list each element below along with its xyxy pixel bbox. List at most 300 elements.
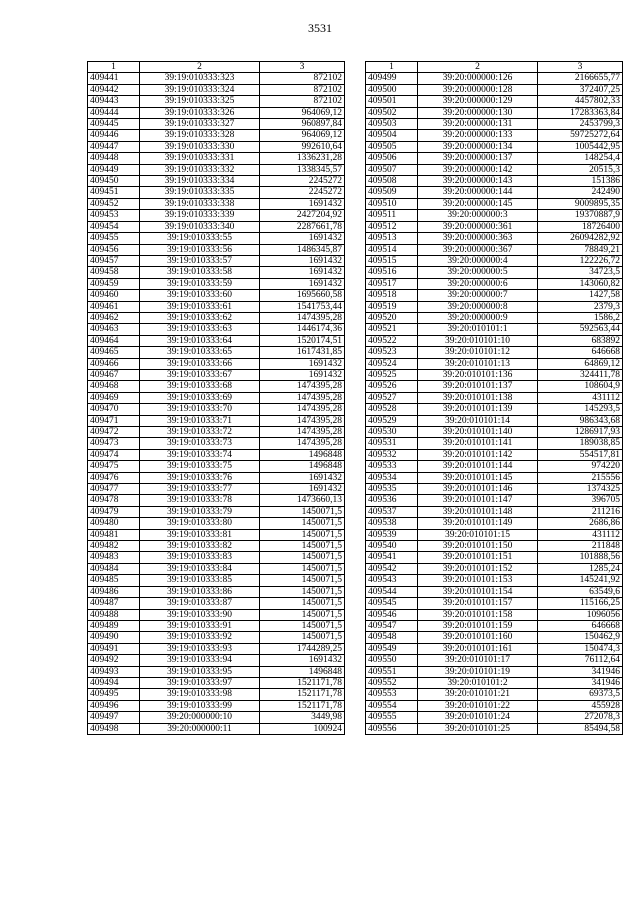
row-number-cell: 409555 [366,712,418,723]
value-cell: 1496848 [260,666,345,677]
cadastral-number-cell: 39:20:010101:161 [418,643,538,654]
row-number-cell: 409544 [366,586,418,597]
table-row [88,301,345,312]
cadastral-number-cell: 39:19:010333:66 [140,358,260,369]
cadastral-number-cell: 39:20:010101:138 [418,392,538,403]
row-number-cell: 409535 [366,484,418,495]
table-row [366,632,623,643]
cadastral-number-cell: 39:19:010333:90 [140,609,260,620]
row-number-cell: 409541 [366,552,418,563]
value-cell: 2686,86 [538,518,623,529]
value-cell: 3449,98 [260,712,345,723]
table-row [88,404,345,415]
left-data-table [87,61,345,735]
table-row [366,176,623,187]
cadastral-number-cell: 39:20:000000:10 [140,712,260,723]
value-cell: 122226,72 [538,255,623,266]
row-number-cell: 409490 [88,632,140,643]
value-cell: 1691432 [260,267,345,278]
value-cell: 1450071,5 [260,552,345,563]
cadastral-number-cell: 39:20:010101:136 [418,369,538,380]
value-cell: 1474395,28 [260,312,345,323]
row-number-cell: 409474 [88,449,140,460]
value-cell: 872102 [260,96,345,107]
cadastral-number-cell: 39:19:010333:86 [140,586,260,597]
cadastral-number-cell: 39:20:010101:150 [418,541,538,552]
cadastral-number-cell: 39:19:010333:58 [140,267,260,278]
table-row [366,221,623,232]
value-cell: 1474395,28 [260,404,345,415]
cadastral-number-cell: 39:19:010333:325 [140,96,260,107]
value-cell: 151386 [538,176,623,187]
value-cell: 211216 [538,506,623,517]
row-number-cell: 409534 [366,472,418,483]
cadastral-number-cell: 39:19:010333:340 [140,221,260,232]
row-number-cell: 409446 [88,130,140,141]
table-row [88,244,345,255]
cadastral-number-cell: 39:20:010101:158 [418,609,538,620]
cadastral-number-cell: 39:19:010333:330 [140,141,260,152]
value-cell: 59725272,64 [538,130,623,141]
value-cell: 1450071,5 [260,586,345,597]
row-number-cell: 409497 [88,712,140,723]
value-cell: 396705 [538,495,623,506]
value-cell: 242490 [538,187,623,198]
row-number-cell: 409451 [88,187,140,198]
value-cell: 1450071,5 [260,518,345,529]
row-number-cell: 409531 [366,438,418,449]
row-number-cell: 409477 [88,484,140,495]
row-number-cell: 409543 [366,575,418,586]
table-row [366,575,623,586]
row-number-cell: 409494 [88,677,140,688]
cadastral-number-cell: 39:19:010333:75 [140,461,260,472]
row-number-cell: 409522 [366,335,418,346]
row-number-cell: 409540 [366,541,418,552]
value-cell: 4457802,33 [538,96,623,107]
table-row [88,369,345,380]
row-number-cell: 409518 [366,290,418,301]
row-number-cell: 409495 [88,689,140,700]
cadastral-number-cell: 39:20:010101:17 [418,655,538,666]
cadastral-number-cell: 39:19:010333:83 [140,552,260,563]
cadastral-number-cell: 39:19:010333:56 [140,244,260,255]
row-number-cell: 409465 [88,347,140,358]
cadastral-number-cell: 39:19:010333:80 [140,518,260,529]
value-cell: 2427204,92 [260,210,345,221]
column-header: 1 [366,62,418,73]
table-row [88,620,345,631]
value-cell: 76112,64 [538,655,623,666]
value-cell: 455928 [538,700,623,711]
value-cell: 108604,9 [538,381,623,392]
cadastral-number-cell: 39:20:000000:4 [418,255,538,266]
row-number-cell: 409514 [366,244,418,255]
cadastral-number-cell: 39:19:010333:328 [140,130,260,141]
row-number-cell: 409489 [88,620,140,631]
table-row [88,255,345,266]
row-number-cell: 409556 [366,723,418,734]
cadastral-number-cell: 39:19:010333:68 [140,381,260,392]
cadastral-number-cell: 39:19:010333:93 [140,643,260,654]
cadastral-number-cell: 39:20:000000:8 [418,301,538,312]
row-number-cell: 409524 [366,358,418,369]
row-number-cell: 409516 [366,267,418,278]
value-cell: 1374325 [538,484,623,495]
table-row [366,472,623,483]
table-row [88,461,345,472]
cadastral-number-cell: 39:19:010333:65 [140,347,260,358]
cadastral-number-cell: 39:20:000000:142 [418,164,538,175]
table-row [88,381,345,392]
value-cell: 1474395,28 [260,392,345,403]
row-number-cell: 409463 [88,324,140,335]
table-row [88,119,345,130]
value-cell: 69373,5 [538,689,623,700]
row-number-cell: 409533 [366,461,418,472]
row-number-cell: 409528 [366,404,418,415]
table-row [88,210,345,221]
value-cell: 1005442,95 [538,141,623,152]
value-cell: 64869,12 [538,358,623,369]
cadastral-number-cell: 39:19:010333:99 [140,700,260,711]
value-cell: 964069,12 [260,130,345,141]
table-row [88,164,345,175]
cadastral-number-cell: 39:20:010101:140 [418,427,538,438]
table-row [366,96,623,107]
value-cell: 1474395,28 [260,427,345,438]
value-cell: 1450071,5 [260,575,345,586]
table-row [366,84,623,95]
cadastral-number-cell: 39:19:010333:98 [140,689,260,700]
table-row [366,198,623,209]
value-cell: 992610,64 [260,141,345,152]
cadastral-number-cell: 39:19:010333:62 [140,312,260,323]
cadastral-number-cell: 39:19:010333:332 [140,164,260,175]
value-cell: 150462,9 [538,632,623,643]
value-cell: 19370887,9 [538,210,623,221]
row-number-cell: 409506 [366,153,418,164]
cadastral-number-cell: 39:19:010333:55 [140,233,260,244]
row-number-cell: 409466 [88,358,140,369]
value-cell: 1520174,51 [260,335,345,346]
row-number-cell: 409527 [366,392,418,403]
cadastral-number-cell: 39:20:000000:361 [418,221,538,232]
table-row [366,518,623,529]
row-number-cell: 409487 [88,598,140,609]
value-cell: 2166655,77 [538,73,623,84]
row-number-cell: 409484 [88,563,140,574]
cadastral-number-cell: 39:20:010101:2 [418,677,538,688]
row-number-cell: 409498 [88,723,140,734]
table-row [366,666,623,677]
table-row [366,461,623,472]
row-number-cell: 409532 [366,449,418,460]
value-cell: 1691432 [260,278,345,289]
row-number-cell: 409507 [366,164,418,175]
table-row [88,484,345,495]
row-number-cell: 409483 [88,552,140,563]
value-cell: 646668 [538,347,623,358]
row-number-cell: 409519 [366,301,418,312]
cadastral-number-cell: 39:19:010333:78 [140,495,260,506]
cadastral-number-cell: 39:19:010333:323 [140,73,260,84]
row-number-cell: 409502 [366,107,418,118]
table-row [366,324,623,335]
cadastral-number-cell: 39:19:010333:77 [140,484,260,495]
table-row [366,255,623,266]
value-cell: 2379,3 [538,301,623,312]
table-row [88,563,345,574]
cadastral-number-cell: 39:20:000000:145 [418,198,538,209]
cadastral-number-cell: 39:20:000000:9 [418,312,538,323]
table-row [366,609,623,620]
table-row [366,290,623,301]
row-number-cell: 409500 [366,84,418,95]
row-number-cell: 409479 [88,506,140,517]
cadastral-number-cell: 39:20:010101:154 [418,586,538,597]
table-row [366,563,623,574]
cadastral-number-cell: 39:20:010101:19 [418,666,538,677]
row-number-cell: 409550 [366,655,418,666]
row-number-cell: 409505 [366,141,418,152]
value-cell: 2453799,3 [538,119,623,130]
cadastral-number-cell: 39:20:010101:152 [418,563,538,574]
table-row [366,381,623,392]
row-number-cell: 409496 [88,700,140,711]
value-cell: 2245272 [260,187,345,198]
cadastral-number-cell: 39:19:010333:331 [140,153,260,164]
value-cell: 1521171,78 [260,700,345,711]
table-row [88,312,345,323]
table-row [366,301,623,312]
value-cell: 1450071,5 [260,609,345,620]
row-number-cell: 409515 [366,255,418,266]
value-cell: 1474395,28 [260,381,345,392]
row-number-cell: 409513 [366,233,418,244]
row-number-cell: 409488 [88,609,140,620]
cadastral-number-cell: 39:19:010333:60 [140,290,260,301]
row-number-cell: 409458 [88,267,140,278]
table-row [88,541,345,552]
value-cell: 1336231,28 [260,153,345,164]
value-cell: 1691432 [260,484,345,495]
row-number-cell: 409511 [366,210,418,221]
cadastral-number-cell: 39:20:000000:137 [418,153,538,164]
table-row [366,187,623,198]
row-number-cell: 409453 [88,210,140,221]
value-cell: 1285,24 [538,563,623,574]
value-cell: 1691432 [260,472,345,483]
cadastral-number-cell: 39:19:010333:59 [140,278,260,289]
column-header: 2 [140,62,260,73]
value-cell: 145241,92 [538,575,623,586]
cadastral-number-cell: 39:20:000000:11 [140,723,260,734]
table-row [88,529,345,540]
cadastral-number-cell: 39:20:010101:151 [418,552,538,563]
cadastral-number-cell: 39:19:010333:71 [140,415,260,426]
table-row [88,689,345,700]
row-number-cell: 409486 [88,586,140,597]
cadastral-number-cell: 39:19:010333:61 [140,301,260,312]
table-row [88,427,345,438]
cadastral-number-cell: 39:20:000000:134 [418,141,538,152]
value-cell: 1474395,28 [260,415,345,426]
value-cell: 1496848 [260,461,345,472]
row-number-cell: 409503 [366,119,418,130]
table-row [88,107,345,118]
table-row [366,712,623,723]
table-row [88,712,345,723]
row-number-cell: 409469 [88,392,140,403]
value-cell: 150474,3 [538,643,623,654]
cadastral-number-cell: 39:19:010333:338 [140,198,260,209]
cadastral-number-cell: 39:19:010333:87 [140,598,260,609]
value-cell: 20515,3 [538,164,623,175]
row-number-cell: 409472 [88,427,140,438]
column-header: 3 [260,62,345,73]
value-cell: 272078,3 [538,712,623,723]
value-cell: 1446174,36 [260,324,345,335]
value-cell: 1450071,5 [260,620,345,631]
row-number-cell: 409547 [366,620,418,631]
row-number-cell: 409476 [88,472,140,483]
value-cell: 1691432 [260,655,345,666]
table-row [366,620,623,631]
page-number: 3531 [308,21,332,35]
cadastral-number-cell: 39:20:000000:363 [418,233,538,244]
cadastral-number-cell: 39:20:010101:149 [418,518,538,529]
row-number-cell: 409447 [88,141,140,152]
table-row [88,415,345,426]
value-cell: 100924 [260,723,345,734]
cadastral-number-cell: 39:19:010333:324 [140,84,260,95]
value-cell: 341946 [538,666,623,677]
right-table-body [366,73,623,735]
row-number-cell: 409468 [88,381,140,392]
row-number-cell: 409441 [88,73,140,84]
table-row [88,586,345,597]
cadastral-number-cell: 39:20:010101:146 [418,484,538,495]
row-number-cell: 409480 [88,518,140,529]
value-cell: 211848 [538,541,623,552]
table-row [366,335,623,346]
cadastral-number-cell: 39:20:000000:3 [418,210,538,221]
cadastral-number-cell: 39:19:010333:97 [140,677,260,688]
value-cell: 26094282,92 [538,233,623,244]
value-cell: 1450071,5 [260,563,345,574]
cadastral-number-cell: 39:20:000000:128 [418,84,538,95]
value-cell: 592563,44 [538,324,623,335]
value-cell: 115166,25 [538,598,623,609]
value-cell: 1450071,5 [260,598,345,609]
table-row [88,575,345,586]
row-number-cell: 409504 [366,130,418,141]
value-cell: 1521171,78 [260,689,345,700]
value-cell: 872102 [260,84,345,95]
value-cell: 85494,58 [538,723,623,734]
cadastral-number-cell: 39:20:000000:130 [418,107,538,118]
value-cell: 1450071,5 [260,506,345,517]
table-row [88,677,345,688]
table-row [366,655,623,666]
cadastral-number-cell: 39:19:010333:94 [140,655,260,666]
value-cell: 145293,5 [538,404,623,415]
cadastral-number-cell: 39:20:000000:133 [418,130,538,141]
row-number-cell: 409464 [88,335,140,346]
table-row [366,164,623,175]
value-cell: 960897,84 [260,119,345,130]
value-cell: 964069,12 [260,107,345,118]
table-row [88,666,345,677]
row-number-cell: 409552 [366,677,418,688]
table-row [366,312,623,323]
value-cell: 63549,6 [538,586,623,597]
value-cell: 2287661,78 [260,221,345,232]
value-cell: 1691432 [260,369,345,380]
cadastral-number-cell: 39:19:010333:95 [140,666,260,677]
table-row [88,518,345,529]
row-number-cell: 409554 [366,700,418,711]
row-number-cell: 409485 [88,575,140,586]
cadastral-number-cell: 39:20:010101:22 [418,700,538,711]
table-row [88,130,345,141]
row-number-cell: 409536 [366,495,418,506]
row-number-cell: 409530 [366,427,418,438]
table-row [88,187,345,198]
table-row [366,689,623,700]
row-number-cell: 409517 [366,278,418,289]
value-cell: 1286917,93 [538,427,623,438]
row-number-cell: 409482 [88,541,140,552]
row-number-cell: 409539 [366,529,418,540]
row-number-cell: 409538 [366,518,418,529]
row-number-cell: 409450 [88,176,140,187]
cadastral-number-cell: 39:19:010333:73 [140,438,260,449]
table-row [366,438,623,449]
value-cell: 341946 [538,677,623,688]
cadastral-number-cell: 39:20:010101:145 [418,472,538,483]
table-row [88,176,345,187]
row-number-cell: 409510 [366,198,418,209]
column-header: 3 [538,62,623,73]
cadastral-number-cell: 39:20:010101:144 [418,461,538,472]
table-row [88,449,345,460]
value-cell: 1541753,44 [260,301,345,312]
row-number-cell: 409452 [88,198,140,209]
value-cell: 17283363,84 [538,107,623,118]
table-row [88,643,345,654]
row-number-cell: 409549 [366,643,418,654]
cadastral-number-cell: 39:19:010333:64 [140,335,260,346]
row-number-cell: 409493 [88,666,140,677]
row-number-cell: 409509 [366,187,418,198]
row-number-cell: 409455 [88,233,140,244]
value-cell: 1474395,28 [260,438,345,449]
value-cell: 554517,81 [538,449,623,460]
table-row [366,119,623,130]
value-cell: 1496848 [260,449,345,460]
cadastral-number-cell: 39:20:010101:12 [418,347,538,358]
table-row [88,153,345,164]
cadastral-number-cell: 39:19:010333:92 [140,632,260,643]
row-number-cell: 409449 [88,164,140,175]
value-cell: 1473660,13 [260,495,345,506]
table-row [88,290,345,301]
value-cell: 1586,2 [538,312,623,323]
cadastral-number-cell: 39:19:010333:57 [140,255,260,266]
table-row [366,267,623,278]
